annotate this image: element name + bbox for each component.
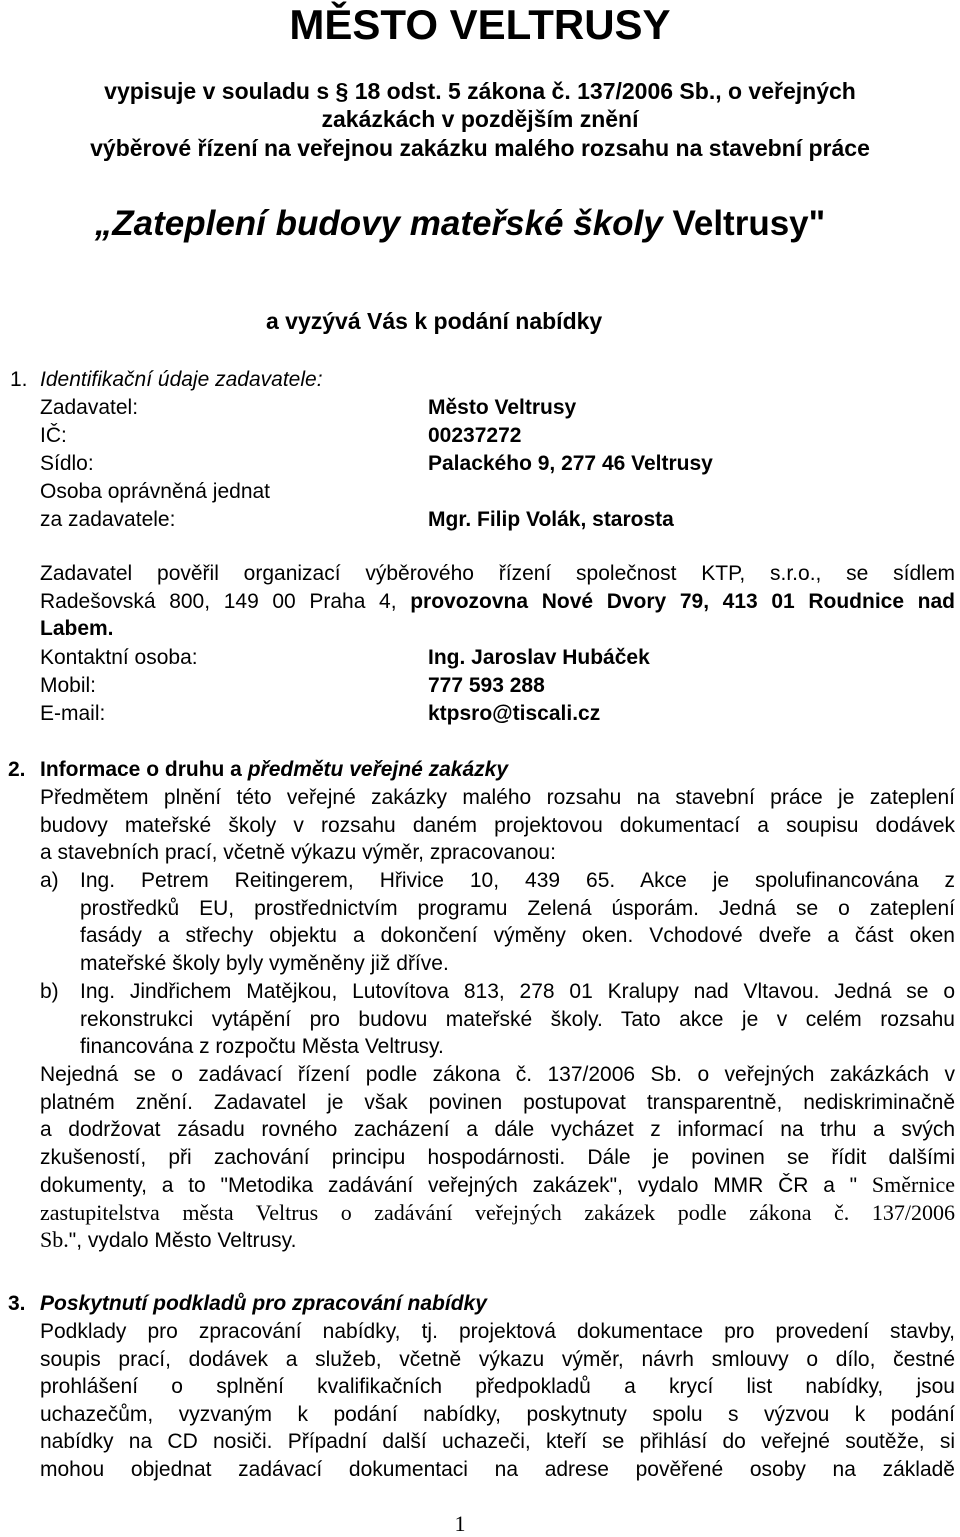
contracting-authority-value: Město Veltrusy (428, 396, 577, 419)
section-1-title: Identifikační údaje zadavatele: (40, 368, 323, 391)
ico-value: 00237272 (428, 424, 522, 447)
section-2-para-line-1: Nejedná se o zadávací řízení podle zákona č. 137/2006 Sb. o veřejných zakázkách v (40, 1063, 955, 1086)
list-b-line-1: Ing. Jindřichem Matějkou, Lutovítova 813, 278 01 Kralupy nad Vltavou. Jedná se o (80, 980, 955, 1003)
authorized-person-label-2: za zadavatele: (40, 508, 176, 531)
section-2-heading (8, 756, 508, 784)
email-value: ktpsro@tiscali.cz (428, 702, 601, 725)
list-marker-a: a) (40, 869, 59, 892)
section-3-line-5: nabídky na CD nosiči. Případní další uchazeči, kteří se přihlásí do veřejné soutěže, si (40, 1430, 955, 1453)
project-title-italic: „Zateplení budovy mateřské školy (94, 204, 663, 243)
seat-value: Palackého 9, 277 46 Veltrusy (428, 452, 713, 475)
section-2-para-line-7 (40, 1226, 955, 1254)
mobile-value: 777 593 288 (428, 674, 545, 697)
section-2-para-line-5a: dokumenty, a to "Metodika zadávání veřejných zakázek", vydalo MMR ČR a " (40, 1174, 872, 1197)
section-2-para-line-5b: Směrnice (871, 1172, 955, 1197)
section-3-line-6: mohou objednat zadávací dokumentaci na adrese pověřené osoby na základě (40, 1457, 955, 1481)
section-2-intro-line-2: budovy mateřské školy v rozsahu daném projektovou dokumentací a soupisu dodávek (40, 813, 955, 837)
intro-line-2: zakázkách v pozdějším znění (321, 106, 639, 132)
organizer-line-2 (40, 588, 955, 616)
section-3-number: 3. (8, 1292, 26, 1315)
section-2-title-a: Informace o druhu a (40, 758, 248, 781)
intro-line-1: vypisuje v souladu s § 18 odst. 5 zákona č. 137/2006 Sb., o veřejných (104, 78, 856, 104)
section-2-para-line-7b: ", vydalo Město Veltrusy. (68, 1229, 297, 1252)
organizer-line-1: Zadavatel pověřil organizací výběrového řízení společnost KTP, s.r.o., se sídlem (40, 562, 955, 585)
authorized-person-value: Mgr. Filip Volák, starosta (428, 508, 674, 531)
list-a-line-3: fasády a střechy objektu a dokončení výměny oken. Vchodové dveře a část oken (80, 924, 955, 947)
section-2-intro (40, 784, 955, 867)
invitation-line: a vyzývá Vás k podání nabídky (266, 308, 603, 334)
section-3-line-3: prohlášení o splnění kvalifikačních předpokladů a krycí list nabídky, jsou (40, 1375, 955, 1398)
contact-person-label: Kontaktní osoba: (40, 646, 198, 669)
list-marker-b: b) (40, 980, 59, 1003)
email-label: E-mail: (40, 702, 106, 725)
list-b-line-2: rekonstrukci vytápění pro budovu mateřské školy. Tato akce je v celém rozsahu (80, 1007, 955, 1031)
section-3-paragraph (40, 1318, 955, 1483)
list-text-a (80, 867, 955, 977)
section-3-heading (8, 1290, 487, 1318)
section-2-paragraph (40, 1061, 955, 1254)
project-title-normal: Veltrusy" (662, 204, 826, 243)
list-a-line-1: Ing. Petrem Reitingerem, Hřivice 10, 439 65. Akce je spolufinancována z (80, 869, 955, 892)
section-2-para-line-7a: Sb. (40, 1227, 69, 1252)
section-2-para-line-5 (40, 1171, 955, 1199)
section-3-line-4: uchazečům, vyzvaným k podání nabídky, poskytnuty spolu s výzvou k podání (40, 1402, 955, 1426)
section-2-para-line-2: platném znění. Zadavatel je však povinen postupovat transparentně, nediskriminačně (40, 1090, 955, 1114)
intro-line-3: výběrové řízení na veřejnou zakázku malého rozsahu na stavební práce (90, 135, 870, 161)
organizer-address: Radešovská 800, 149 00 Praha 4, (40, 589, 411, 613)
authorized-person-label-1: Osoba oprávněná jednat (40, 480, 271, 503)
organizer-paragraph (40, 560, 955, 643)
section-1-number: 1. (10, 368, 28, 391)
section-2-title-b: předmětu veřejné zakázky (247, 758, 508, 781)
list-b-line-3: financována z rozpočtu Města Veltrusy. (80, 1035, 444, 1058)
section-2-para-line-3: a dodržovat zásadu rovného zacházení a dále vycházet z informací na trhu a svých (40, 1118, 955, 1141)
page-number: 1 (454, 1511, 466, 1536)
organizer-branch: provozovna Nové Dvory 79, 413 01 Roudnice nad (410, 589, 955, 613)
list-a-line-2: prostředků EU, prostřednictvím programu Zelená úsporám. Jedná se o zateplení (80, 896, 955, 920)
section-2-intro-line-3: a stavebních prací, včetně výkazu výměr, zpracovanou: (40, 841, 556, 864)
section-2-number: 2. (8, 758, 26, 781)
section-3-line-1: Podklady pro zpracování nabídky, tj. projektová dokumentace pro provedení stavby, (40, 1320, 955, 1343)
section-1-heading (10, 366, 323, 394)
section-3-line-2: soupis prací, dodávek a služeb, včetně výkazu výměr, návrh smlouvy o dílo, čestné (40, 1347, 955, 1371)
list-a-line-4: mateřské školy byly vyměněny již dříve. (80, 951, 449, 975)
project-title (0, 202, 920, 246)
list-text-b (80, 978, 955, 1061)
section-3-title: Poskytnutí podkladů pro zpracování nabídky (40, 1292, 487, 1315)
list-item-b (40, 978, 955, 1062)
section-2-para-line-4: zkušeností, při zachování principu hospodárnosti. Dále je povinen se řídit dalšími (40, 1145, 955, 1169)
section-2-intro-line-1: Předmětem plnění této veřejné zakázky malého rozsahu na stavební práce je zateplení (40, 786, 955, 809)
mobile-label: Mobil: (40, 674, 97, 697)
section-2-para-line-6: zastupitelstva města Veltrus o zadávání veřejných zakázek podle zákona č. 137/2006 (40, 1199, 955, 1225)
contracting-authority-label: Zadavatel: (40, 396, 139, 419)
contact-person-value: Ing. Jaroslav Hubáček (428, 646, 650, 669)
ico-label: IČ: (40, 424, 67, 447)
page-title: MĚSTO VELTRUSY (289, 1, 671, 48)
list-item-a (40, 867, 955, 979)
organizer-line-3: Labem. (40, 617, 114, 640)
seat-label: Sídlo: (40, 452, 94, 475)
